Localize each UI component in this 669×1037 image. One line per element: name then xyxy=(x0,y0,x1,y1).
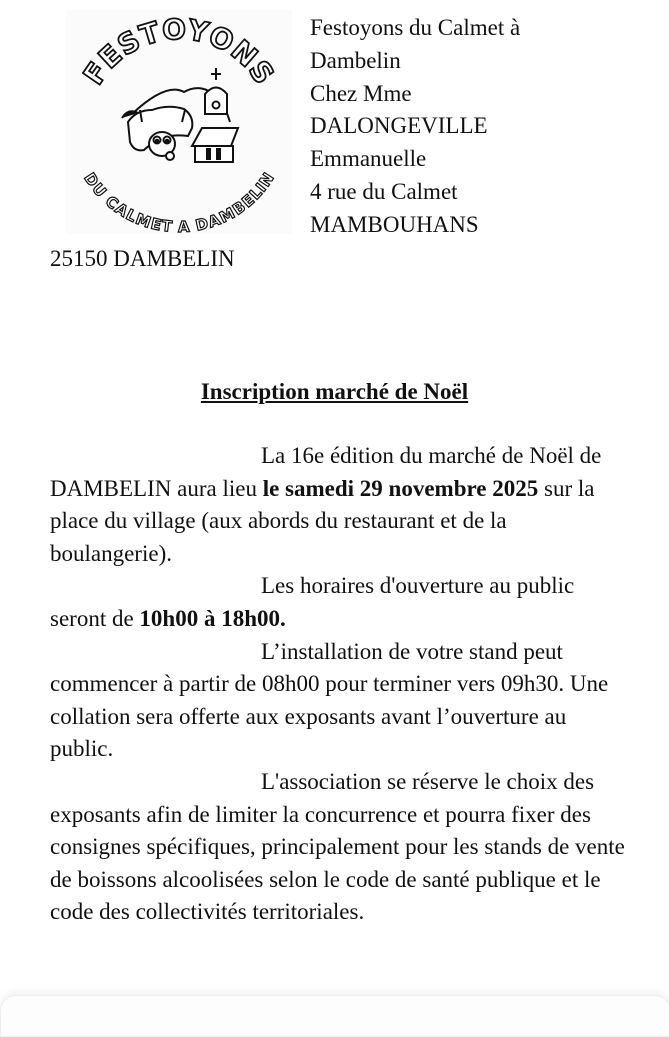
opening-hours: 10h00 à 18h00. xyxy=(139,605,286,631)
festoyons-logo xyxy=(66,10,292,234)
cow-icon xyxy=(122,107,192,160)
address-line: DALONGEVILLE xyxy=(310,113,488,139)
paragraph-association: L'association se réserve le choix des exposants afin de limiter la concurrence et pourra fixer des consignes spécifiques, principalement pour les stands de vente de boissons alcoolisées selon le code de santé publique et le code des collectivités territoriales. xyxy=(50,768,625,925)
address-line: MAMBOUHANS xyxy=(310,211,479,237)
paragraph-date: La 16e édition du marché de Noël de DAMBELIN aura lieu le samedi 29 novembre 2025 sur la place du village (aux abords du restaurant et de la boulangerie). xyxy=(50,443,602,566)
address-line: Emmanuelle xyxy=(310,146,427,172)
address-line: Dambelin xyxy=(310,47,401,73)
bottom-sheet[interactable] xyxy=(0,995,669,1037)
address-line: 4 rue du Calmet xyxy=(310,178,458,204)
paragraph-installation: L’installation de votre stand peut commencer à partir de 08h00 pour terminer vers 09h30. Une collation sera offerte aux exposants avant l’ouverture au public. xyxy=(50,638,609,762)
recipient-address xyxy=(310,12,520,242)
logo-bottom-text: DU CALMET A DAMBELIN xyxy=(80,169,278,234)
paragraph-hours: Les horaires d'ouverture au public seront de 10h00 à 18h00. xyxy=(50,573,575,631)
logo-emblem xyxy=(66,10,292,234)
address-city: 25150 DAMBELIN xyxy=(50,246,235,271)
address-line: Festoyons du Calmet à xyxy=(310,15,521,40)
document-title: Inscription marché de Noël xyxy=(200,379,469,404)
address-line: Chez Mme xyxy=(310,80,412,106)
logo-top-text: FESTOYONS xyxy=(76,12,282,91)
event-date: le samedi 29 novembre 2025 xyxy=(262,475,539,501)
document-body xyxy=(50,440,630,929)
church-icon xyxy=(192,68,238,162)
